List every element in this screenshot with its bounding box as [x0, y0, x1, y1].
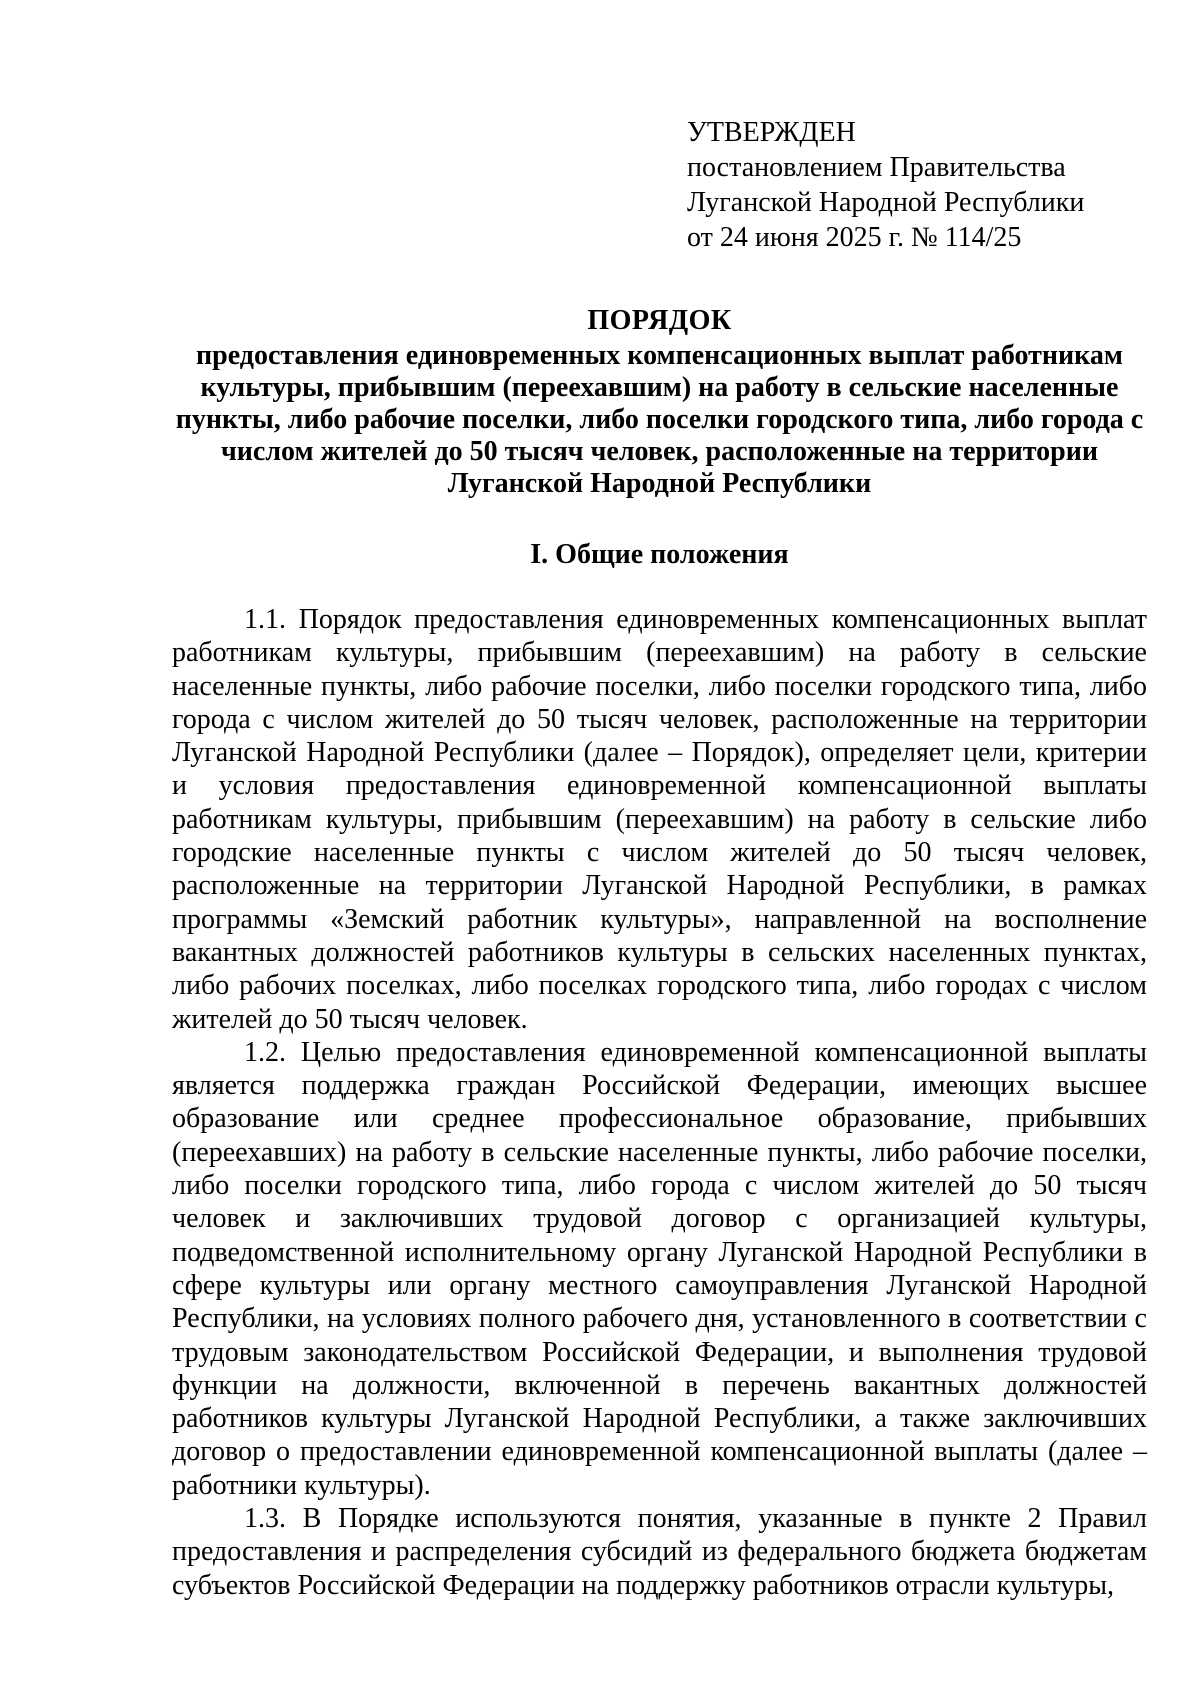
approval-authority: постановлением Правительства	[687, 152, 1066, 183]
approval-block	[687, 115, 1157, 255]
document-title-block	[172, 305, 1147, 500]
section-heading: I. Общие положения	[530, 539, 789, 570]
paragraph-1-2: 1.2. Целью предоставления единовременной компенсационной выплаты является поддержка граждан Российской Федерации, имеющих высшее образование или среднее профессиональное образование, прибывших (переехавших) на работу в сельские населенные пункты, либо рабочие поселки, либо поселки городского типа, либо города с числом жителей до 50 тысяч человек и заключивших трудовой договор с организацией культуры, подведомственной исполнительному органу Луганской Народной Республики в сфере культуры или органу местного самоуправления Луганской Народной Республики, на условиях полного рабочего дня, установленного в соответствии с трудовым законодательством Российской Федерации, и выполнения трудовой функции на должности, включенной в перечень вакантных должностей работников культуры Луганской Народной Республики, а также заключивших договор о предоставлении единовременной компенсационной выплаты (далее – работники культуры).	[172, 1036, 1147, 1501]
approval-status: УТВЕРЖДЕН	[687, 117, 856, 148]
approval-government: Луганской Народной Республики	[687, 187, 1085, 218]
paragraph-1-1: 1.1. Порядок предоставления единовременных компенсационных выплат работникам культуры, прибывшим (переехавшим) на работу в сельские населенные пункты, либо рабочие поселки, либо поселки городского типа, либо города с числом жителей до 50 тысяч человек, расположенные на территории Луганской Народной Республики (далее – Порядок), определяет цели, критерии и условия предоставления единовременной компенсационной выплаты работникам культуры, прибывшим (переехавшим) на работу в сельские либо городские населенные пункты с числом жителей до 50 тысяч человек, расположенные на территории Луганской Народной Республики, в рамках программы «Земский работник культуры», направленной на восполнение вакантных должностей работников культуры в сельских населенных пунктах, либо рабочих поселках, либо поселках городского типа, либо городах с числом жителей до 50 тысяч человек.	[172, 604, 1147, 1035]
document-subtitle: предоставления единовременных компенсационных выплат работникам культуры, прибывшим (переехавшим) на работу в сельские населенные пункты, либо рабочие поселки, либо поселки городского типа, либо города с числом жителей до 50 тысяч человек, расположенные на территории Луганской Народной Республики	[175, 340, 1144, 499]
document-title: ПОРЯДОК	[587, 305, 732, 336]
section-body	[172, 603, 1147, 1602]
approval-date-number: от 24 июня 2025 г. № 114/25	[687, 222, 1022, 253]
paragraph-1-3: 1.3. В Порядке используются понятия, указанные в пункте 2 Правил предоставления и распределения субсидий из федерального бюджета бюджетам субъектов Российской Федерации на поддержку работников отрасли культуры,	[172, 1503, 1147, 1601]
